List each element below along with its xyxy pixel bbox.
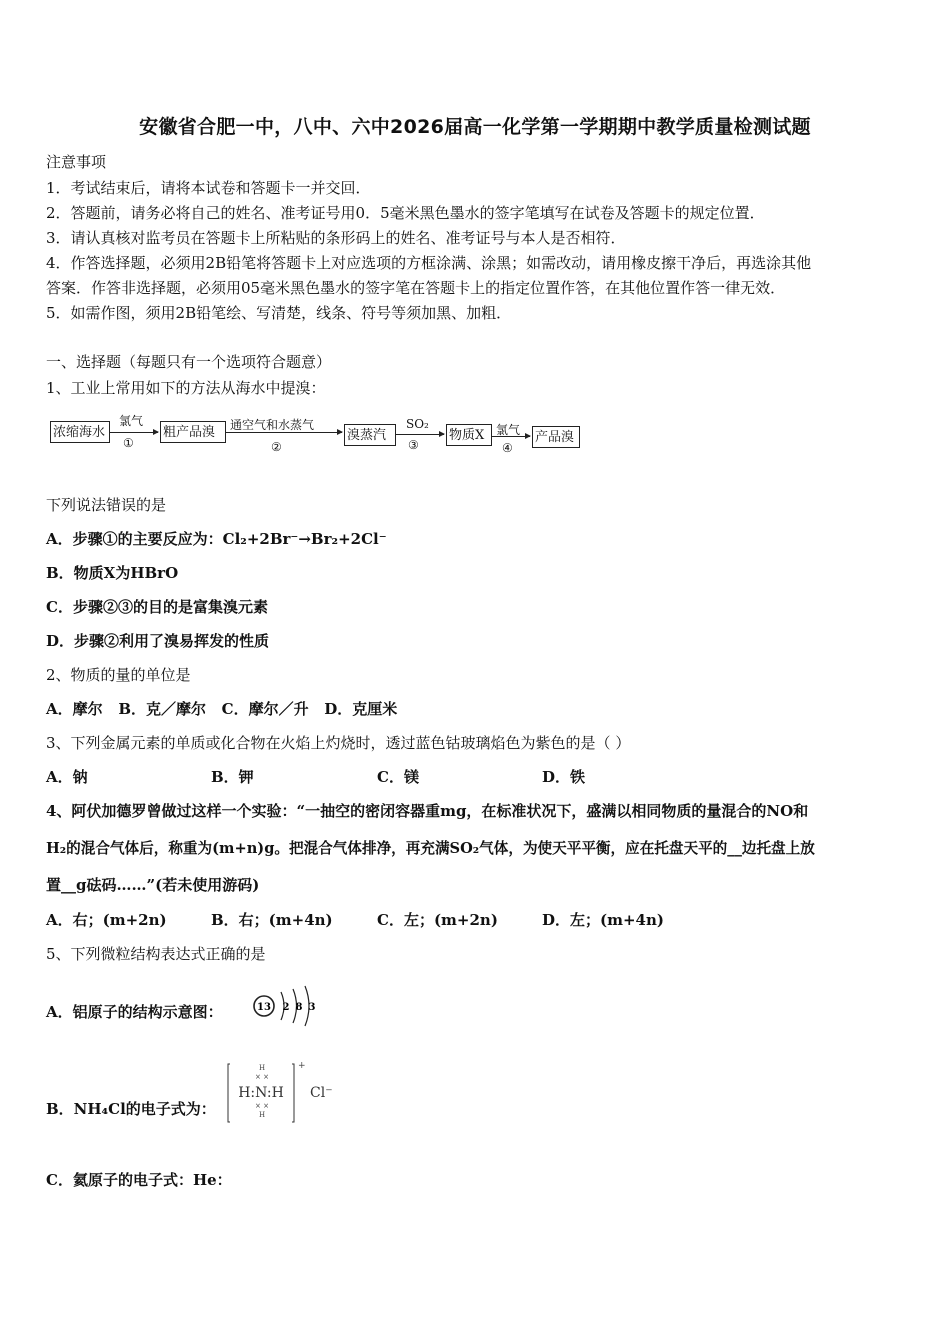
- notice-item: 3．请认真核对监考员在答题卡上所粘贴的条形码上的姓名、准考证号与本人是否相符．: [46, 229, 626, 247]
- shell-count: 2: [282, 1002, 290, 1013]
- option: D．铁: [542, 768, 586, 786]
- ammonium-center: H:N:H: [238, 1085, 284, 1101]
- flow-label-bottom: ①: [123, 436, 134, 450]
- question-5-option-b: B．NH₄Cl的电子式为：: [46, 1100, 216, 1118]
- option: A．摩尔: [46, 700, 103, 718]
- option: D．克厘米: [324, 700, 398, 718]
- option: B．克／摩尔: [118, 700, 206, 718]
- flow-arrow: [110, 432, 158, 433]
- notice-item: 2．答题前，请务必将自己的姓名、准考证号用0．5毫米黑色墨水的签字笔填写在试卷及答题卡的规定位置．: [46, 204, 765, 222]
- flow-label-bottom: ④: [502, 441, 513, 455]
- svg-text:× ×: × ×: [255, 1102, 269, 1110]
- notice-item: 5．如需作图，须用2B铅笔绘、写清楚，线条、符号等须加黑、加粗．: [46, 304, 512, 322]
- question-2-options: [46, 698, 397, 719]
- question-5-stem: 5、下列微粒结构表达式正确的是: [46, 945, 266, 963]
- option: B．钾: [211, 768, 254, 786]
- flow-box: 溴蒸汽: [344, 424, 396, 446]
- flow-box: 物质X: [446, 424, 492, 446]
- shell-count: 8: [295, 1002, 303, 1013]
- notice-item: 1．考试结束后，请将本试卷和答题卡一并交回．: [46, 179, 371, 197]
- question-1-option-a: A．步骤①的主要反应为：Cl₂+2Br⁻→Br₂+2Cl⁻: [46, 530, 387, 548]
- ammonium-chloride-electron-formula: [224, 1058, 344, 1128]
- nucleus-charge: 13: [257, 1002, 271, 1013]
- option: C．镁: [377, 768, 419, 786]
- option: B．右；(m+4n): [211, 911, 333, 929]
- question-5-option-c: C．氦原子的电子式：He：: [46, 1171, 232, 1189]
- question-3-options: [46, 766, 585, 787]
- flow-label-top: 氯气: [496, 423, 521, 437]
- flow-box: 产品溴: [532, 426, 580, 448]
- question-4-options: [46, 909, 664, 930]
- question-1-prompt: 下列说法错误的是: [46, 496, 167, 514]
- notice-item: 答案．作答非选择题，必须用05毫米黑色墨水的签字笔在答题卡上的指定位置作答，在其他位置作答一律无效．: [46, 279, 786, 297]
- option: A．右；(m+2n): [46, 911, 167, 929]
- aluminum-atom-structure-diagram: [248, 984, 324, 1030]
- question-4-line-2: H₂的混合气体后，称重为(m+n)g。把混合气体排净，再充满SO₂气体，为使天平平衡，应在托盘天平的__边托盘上放: [46, 840, 815, 857]
- hydrogen-bottom: H: [258, 1111, 266, 1119]
- flow-label-bottom: ③: [408, 438, 419, 452]
- question-1-option-b: B．物质X为HBrO: [46, 564, 179, 582]
- flow-arrow: [396, 434, 444, 435]
- question-3-stem: 3、下列金属元素的单质或化合物在火焰上灼烧时，透过蓝色钴玻璃焰色为紫色的是（ ）: [46, 734, 631, 752]
- question-2-stem: 2、物质的量的单位是: [46, 666, 191, 684]
- flow-label-bottom: ②: [271, 440, 282, 454]
- option: C．左；(m+2n): [377, 911, 498, 929]
- option: A．钠: [46, 768, 88, 786]
- charge: +: [298, 1061, 306, 1071]
- flow-box: 粗产品溴: [160, 421, 226, 443]
- question-1-option-d: D．步骤②利用了溴易挥发的性质: [46, 632, 270, 650]
- option: D．左；(m+4n): [542, 911, 664, 929]
- bromine-extraction-flowchart: [46, 410, 606, 460]
- chloride-ion: Cl⁻: [310, 1085, 333, 1101]
- hydrogen-top: H: [258, 1064, 266, 1072]
- notice-item: 4．作答选择题，必须用2B铅笔将答题卡上对应选项的方框涂满、涂黑；如需改动，请用橡皮擦干净后，再选涂其他: [46, 254, 812, 272]
- question-4-line-1: 4、阿伏加德罗曾做过这样一个实验：“一抽空的密闭容器重mg，在标准状况下，盛满以相同物质的量混合的NO和: [46, 802, 809, 820]
- svg-text:× ×: × ×: [255, 1073, 269, 1081]
- shell-count: 3: [308, 1002, 316, 1013]
- question-5-option-a: A．铝原子的结构示意图：: [46, 1003, 223, 1021]
- question-1-option-c: C．步骤②③的目的是富集溴元素: [46, 598, 268, 616]
- question-4-line-3: 置__g砝码……”(若未使用游码): [46, 876, 260, 894]
- formula: Cl₂+2Br⁻→Br₂+2Cl⁻: [222, 530, 387, 548]
- page-title: 安徽省合肥一中，八中、六中2026届高一化学第一学期期中教学质量检测试题: [139, 116, 811, 138]
- flow-label-top: 氯气: [119, 414, 144, 428]
- flow-label-top: 通空气和水蒸气: [230, 418, 315, 432]
- option: C．摩尔／升: [221, 700, 309, 718]
- notice-heading: 注意事项: [46, 153, 107, 171]
- section-heading: 一、选择题（每题只有一个选项符合题意）: [46, 353, 332, 371]
- flow-box: 浓缩海水: [50, 421, 110, 443]
- flow-label-top: SO₂: [406, 417, 429, 431]
- question-1-stem: 1、工业上常用如下的方法从海水中提溴：: [46, 379, 326, 397]
